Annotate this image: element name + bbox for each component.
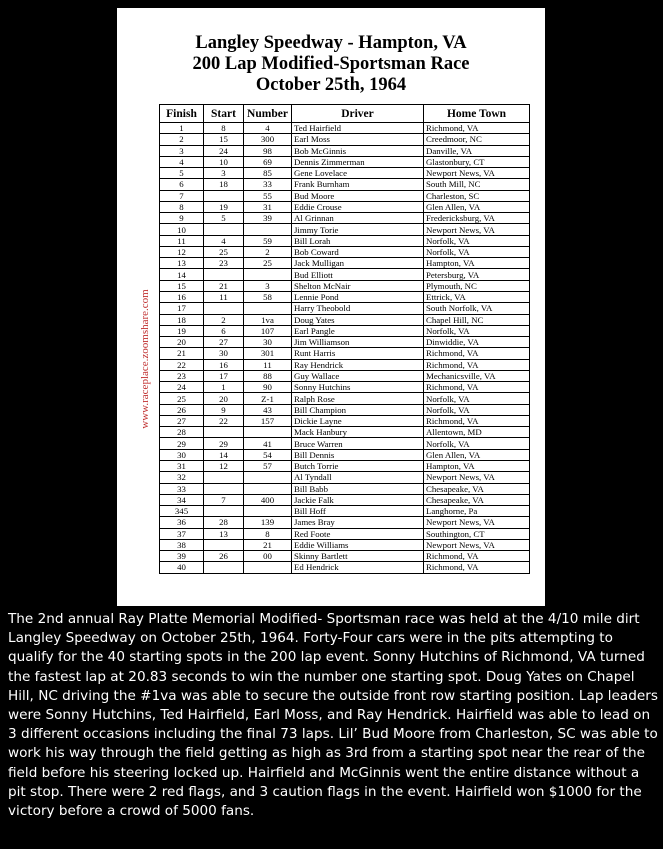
home-town-cell: Newport News, VA (424, 517, 530, 528)
start-cell: 4 (204, 235, 244, 246)
document-title-date: October 25th, 1964 (255, 75, 407, 95)
finish-cell: 11 (160, 235, 204, 246)
driver-cell: Al Tyndall (292, 472, 424, 483)
number-cell: 98 (244, 145, 292, 156)
table-row (160, 449, 530, 460)
table-row (160, 156, 530, 167)
start-cell (204, 427, 244, 438)
finish-cell: 37 (160, 528, 204, 539)
table-row (160, 438, 530, 449)
driver-cell: Bill Lorah (292, 235, 424, 246)
finish-cell: 39 (160, 551, 204, 562)
table-row (160, 246, 530, 257)
watermark-url: www.raceplace.zoomshare.com (139, 289, 151, 429)
number-cell: 8 (244, 528, 292, 539)
number-cell: Z-1 (244, 393, 292, 404)
number-cell (244, 472, 292, 483)
table-row (160, 483, 530, 494)
column-header-start: Start (204, 105, 244, 123)
driver-cell: Dennis Zimmerman (292, 156, 424, 167)
number-cell: 30 (244, 337, 292, 348)
start-cell: 10 (204, 156, 244, 167)
finish-cell: 2 (160, 134, 204, 145)
home-town-cell: Allentown, MD (424, 427, 530, 438)
finish-cell: 29 (160, 438, 204, 449)
table-row (160, 337, 530, 348)
number-cell: 300 (244, 134, 292, 145)
finish-cell: 3 (160, 145, 204, 156)
table-row (160, 213, 530, 224)
number-cell: 33 (244, 179, 292, 190)
table-row (160, 168, 530, 179)
number-cell: 1va (244, 314, 292, 325)
start-cell: 11 (204, 291, 244, 302)
home-town-cell: Newport News, VA (424, 224, 530, 235)
start-cell: 7 (204, 494, 244, 505)
results-header-row (160, 105, 530, 123)
driver-cell: Harry Theobold (292, 303, 424, 314)
table-row (160, 134, 530, 145)
finish-cell: 8 (160, 201, 204, 212)
home-town-cell: Richmond, VA (424, 551, 530, 562)
number-cell (244, 506, 292, 517)
start-cell: 26 (204, 551, 244, 562)
table-row (160, 179, 530, 190)
driver-cell: Ted Hairfield (292, 123, 424, 134)
driver-cell: Bob Coward (292, 246, 424, 257)
column-header-home-town: Home Town (424, 105, 530, 123)
finish-cell: 32 (160, 472, 204, 483)
number-cell: 25 (244, 258, 292, 269)
number-cell: 4 (244, 123, 292, 134)
start-cell (204, 483, 244, 494)
finish-cell: 20 (160, 337, 204, 348)
table-row (160, 314, 530, 325)
finish-cell: 13 (160, 258, 204, 269)
start-cell: 29 (204, 438, 244, 449)
race-summary-caption: The 2nd annual Ray Platte Memorial Modified- Sportsman race was held at the 4/10 mile dirt Langley Speedway on October 25th, 1964. Forty-Four cars were in the pits attempting to qualify for the 40 starting spots in the 200 lap event. Sonny Hutchins of Richmond, VA turned the fastest lap at 20.83 seconds to win the number one starting spot. Doug Yates on Chapel Hill, NC driving the #1va was able to secure the outside front row starting position. Lap leaders were Sonny Hutchins, Ted Hairfield, Earl Moss, and Ray Hendrick. Hairfield was able to lead on 3 different occasions including the final 73 laps. Lil’ Bud Moore from Charleston, SC was able to work his way through the field getting as high as 3rd from a starting spot near the rear of the field before his steering locked up. Hairfield and McGinnis went the entire distance without a pit stop. There were 2 red flags, and 3 caution flags in the event. Hairfield won $1000 for the victory before a crowd of 5000 fans. (8, 611, 658, 820)
start-cell: 17 (204, 370, 244, 381)
table-row (160, 415, 530, 426)
finish-cell: 17 (160, 303, 204, 314)
finish-cell: 5 (160, 168, 204, 179)
finish-cell: 34 (160, 494, 204, 505)
driver-cell: Bud Elliott (292, 269, 424, 280)
home-town-cell: Dinwiddie, VA (424, 337, 530, 348)
driver-cell: Skinny Bartlett (292, 551, 424, 562)
number-cell: 88 (244, 370, 292, 381)
table-row (160, 224, 530, 235)
finish-cell: 10 (160, 224, 204, 235)
home-town-cell: Mechanicsville, VA (424, 370, 530, 381)
table-row (160, 303, 530, 314)
table-row (160, 551, 530, 562)
home-town-cell: Hampton, VA (424, 258, 530, 269)
start-cell (204, 190, 244, 201)
start-cell: 23 (204, 258, 244, 269)
start-cell: 25 (204, 246, 244, 257)
table-row (160, 404, 530, 415)
home-town-cell: Glen Allen, VA (424, 201, 530, 212)
scanned-results-sheet (117, 8, 545, 606)
finish-cell: 12 (160, 246, 204, 257)
driver-cell: Al Grinnan (292, 213, 424, 224)
number-cell: 85 (244, 168, 292, 179)
number-cell: 301 (244, 348, 292, 359)
start-cell (204, 269, 244, 280)
number-cell: 43 (244, 404, 292, 415)
finish-cell: 14 (160, 269, 204, 280)
start-cell: 30 (204, 348, 244, 359)
home-town-cell: Fredericksburg, VA (424, 213, 530, 224)
table-row (160, 370, 530, 381)
start-cell (204, 539, 244, 550)
driver-cell: Ray Hendrick (292, 359, 424, 370)
finish-cell: 24 (160, 382, 204, 393)
finish-cell: 27 (160, 415, 204, 426)
driver-cell: Eddie Williams (292, 539, 424, 550)
finish-cell: 26 (160, 404, 204, 415)
driver-cell: Bob McGinnis (292, 145, 424, 156)
home-town-cell: Danville, VA (424, 145, 530, 156)
start-cell: 16 (204, 359, 244, 370)
column-header-driver: Driver (292, 105, 424, 123)
table-row (160, 528, 530, 539)
number-cell (244, 269, 292, 280)
driver-cell: Bruce Warren (292, 438, 424, 449)
driver-cell: Gene Lovelace (292, 168, 424, 179)
home-town-cell: Southington, CT (424, 528, 530, 539)
number-cell: 31 (244, 201, 292, 212)
finish-cell: 40 (160, 562, 204, 573)
home-town-cell: Hampton, VA (424, 460, 530, 471)
table-row (160, 190, 530, 201)
start-cell: 9 (204, 404, 244, 415)
home-town-cell: Newport News, VA (424, 472, 530, 483)
finish-cell: 18 (160, 314, 204, 325)
start-cell: 27 (204, 337, 244, 348)
number-cell: 59 (244, 235, 292, 246)
home-town-cell: Chapel Hill, NC (424, 314, 530, 325)
driver-cell: Jim Williamson (292, 337, 424, 348)
finish-cell: 28 (160, 427, 204, 438)
number-cell: 58 (244, 291, 292, 302)
table-row (160, 359, 530, 370)
table-row (160, 517, 530, 528)
home-town-cell: Langhorne, Pa (424, 506, 530, 517)
document-title-track: Langley Speedway - Hampton, VA (195, 33, 467, 53)
driver-cell: Earl Pangle (292, 325, 424, 336)
driver-cell: Eddie Crouse (292, 201, 424, 212)
finish-cell: 19 (160, 325, 204, 336)
table-row (160, 494, 530, 505)
table-row (160, 201, 530, 212)
number-cell (244, 483, 292, 494)
driver-cell: Frank Burnham (292, 179, 424, 190)
home-town-cell: Richmond, VA (424, 123, 530, 134)
number-cell (244, 224, 292, 235)
start-cell (204, 303, 244, 314)
start-cell (204, 224, 244, 235)
column-header-number: Number (244, 105, 292, 123)
start-cell: 8 (204, 123, 244, 134)
table-row (160, 472, 530, 483)
home-town-cell: South Mill, NC (424, 179, 530, 190)
driver-cell: Jack Mulligan (292, 258, 424, 269)
number-cell: 55 (244, 190, 292, 201)
number-cell: 2 (244, 246, 292, 257)
home-town-cell: Richmond, VA (424, 382, 530, 393)
driver-cell: Runt Harris (292, 348, 424, 359)
number-cell: 157 (244, 415, 292, 426)
home-town-cell: Plymouth, NC (424, 280, 530, 291)
driver-cell: Mack Hanbury (292, 427, 424, 438)
home-town-cell: Norfolk, VA (424, 235, 530, 246)
start-cell: 14 (204, 449, 244, 460)
number-cell: 00 (244, 551, 292, 562)
home-town-cell: Petersburg, VA (424, 269, 530, 280)
number-cell (244, 562, 292, 573)
finish-cell: 7 (160, 190, 204, 201)
table-row (160, 393, 530, 404)
results-table (159, 104, 530, 574)
driver-cell: Bill Babb (292, 483, 424, 494)
finish-cell: 30 (160, 449, 204, 460)
home-town-cell: Glastonbury, CT (424, 156, 530, 167)
number-cell: 90 (244, 382, 292, 393)
driver-cell: Bill Champion (292, 404, 424, 415)
home-town-cell: Norfolk, VA (424, 404, 530, 415)
start-cell: 20 (204, 393, 244, 404)
driver-cell: Shelton McNair (292, 280, 424, 291)
driver-cell: Ed Hendrick (292, 562, 424, 573)
start-cell: 19 (204, 201, 244, 212)
finish-cell: 38 (160, 539, 204, 550)
table-row (160, 123, 530, 134)
table-row (160, 562, 530, 573)
finish-cell: 25 (160, 393, 204, 404)
start-cell (204, 562, 244, 573)
driver-cell: Lennie Pond (292, 291, 424, 302)
home-town-cell: Chesapeake, VA (424, 483, 530, 494)
finish-cell: 345 (160, 506, 204, 517)
finish-cell: 21 (160, 348, 204, 359)
home-town-cell: Richmond, VA (424, 562, 530, 573)
home-town-cell: Norfolk, VA (424, 393, 530, 404)
home-town-cell: Norfolk, VA (424, 325, 530, 336)
start-cell: 2 (204, 314, 244, 325)
home-town-cell: Norfolk, VA (424, 438, 530, 449)
finish-cell: 4 (160, 156, 204, 167)
start-cell: 15 (204, 134, 244, 145)
driver-cell: Jimmy Torie (292, 224, 424, 235)
driver-cell: Bill Hoff (292, 506, 424, 517)
start-cell (204, 506, 244, 517)
number-cell: 107 (244, 325, 292, 336)
finish-cell: 36 (160, 517, 204, 528)
finish-cell: 33 (160, 483, 204, 494)
finish-cell: 15 (160, 280, 204, 291)
driver-cell: Bill Dennis (292, 449, 424, 460)
home-town-cell: Glen Allen, VA (424, 449, 530, 460)
table-row (160, 291, 530, 302)
start-cell: 22 (204, 415, 244, 426)
start-cell: 21 (204, 280, 244, 291)
finish-cell: 23 (160, 370, 204, 381)
home-town-cell: Charleston, SC (424, 190, 530, 201)
finish-cell: 9 (160, 213, 204, 224)
home-town-cell: Creedmoor, NC (424, 134, 530, 145)
table-row (160, 506, 530, 517)
home-town-cell: Newport News, VA (424, 539, 530, 550)
table-row (160, 348, 530, 359)
start-cell (204, 472, 244, 483)
home-town-cell: South Norfolk, VA (424, 303, 530, 314)
driver-cell: Sonny Hutchins (292, 382, 424, 393)
start-cell: 12 (204, 460, 244, 471)
number-cell: 3 (244, 280, 292, 291)
driver-cell: Dickie Layne (292, 415, 424, 426)
number-cell: 400 (244, 494, 292, 505)
start-cell: 24 (204, 145, 244, 156)
driver-cell: James Bray (292, 517, 424, 528)
driver-cell: Butch Torrie (292, 460, 424, 471)
finish-cell: 16 (160, 291, 204, 302)
number-cell: 57 (244, 460, 292, 471)
start-cell: 28 (204, 517, 244, 528)
start-cell: 5 (204, 213, 244, 224)
table-row (160, 145, 530, 156)
driver-cell: Bud Moore (292, 190, 424, 201)
finish-cell: 6 (160, 179, 204, 190)
home-town-cell: Richmond, VA (424, 415, 530, 426)
number-cell: 21 (244, 539, 292, 550)
finish-cell: 1 (160, 123, 204, 134)
home-town-cell: Richmond, VA (424, 348, 530, 359)
home-town-cell: Chesapeake, VA (424, 494, 530, 505)
start-cell: 18 (204, 179, 244, 190)
table-row (160, 280, 530, 291)
table-row (160, 427, 530, 438)
start-cell: 1 (204, 382, 244, 393)
home-town-cell: Ettrick, VA (424, 291, 530, 302)
driver-cell: Ralph Rose (292, 393, 424, 404)
number-cell: 11 (244, 359, 292, 370)
table-row (160, 258, 530, 269)
number-cell: 69 (244, 156, 292, 167)
table-row (160, 269, 530, 280)
home-town-cell: Norfolk, VA (424, 246, 530, 257)
start-cell: 13 (204, 528, 244, 539)
finish-cell: 31 (160, 460, 204, 471)
results-body (160, 123, 530, 574)
number-cell: 39 (244, 213, 292, 224)
table-row (160, 325, 530, 336)
start-cell: 6 (204, 325, 244, 336)
start-cell: 3 (204, 168, 244, 179)
home-town-cell: Newport News, VA (424, 168, 530, 179)
table-row (160, 382, 530, 393)
column-header-finish: Finish (160, 105, 204, 123)
driver-cell: Earl Moss (292, 134, 424, 145)
table-row (160, 460, 530, 471)
driver-cell: Doug Yates (292, 314, 424, 325)
driver-cell: Jackie Falk (292, 494, 424, 505)
number-cell: 41 (244, 438, 292, 449)
home-town-cell: Richmond, VA (424, 359, 530, 370)
table-row (160, 539, 530, 550)
number-cell: 54 (244, 449, 292, 460)
driver-cell: Guy Wallace (292, 370, 424, 381)
number-cell: 139 (244, 517, 292, 528)
document-title-race: 200 Lap Modified-Sportsman Race (192, 54, 470, 74)
driver-cell: Red Foote (292, 528, 424, 539)
table-row (160, 235, 530, 246)
number-cell (244, 427, 292, 438)
number-cell (244, 303, 292, 314)
finish-cell: 22 (160, 359, 204, 370)
